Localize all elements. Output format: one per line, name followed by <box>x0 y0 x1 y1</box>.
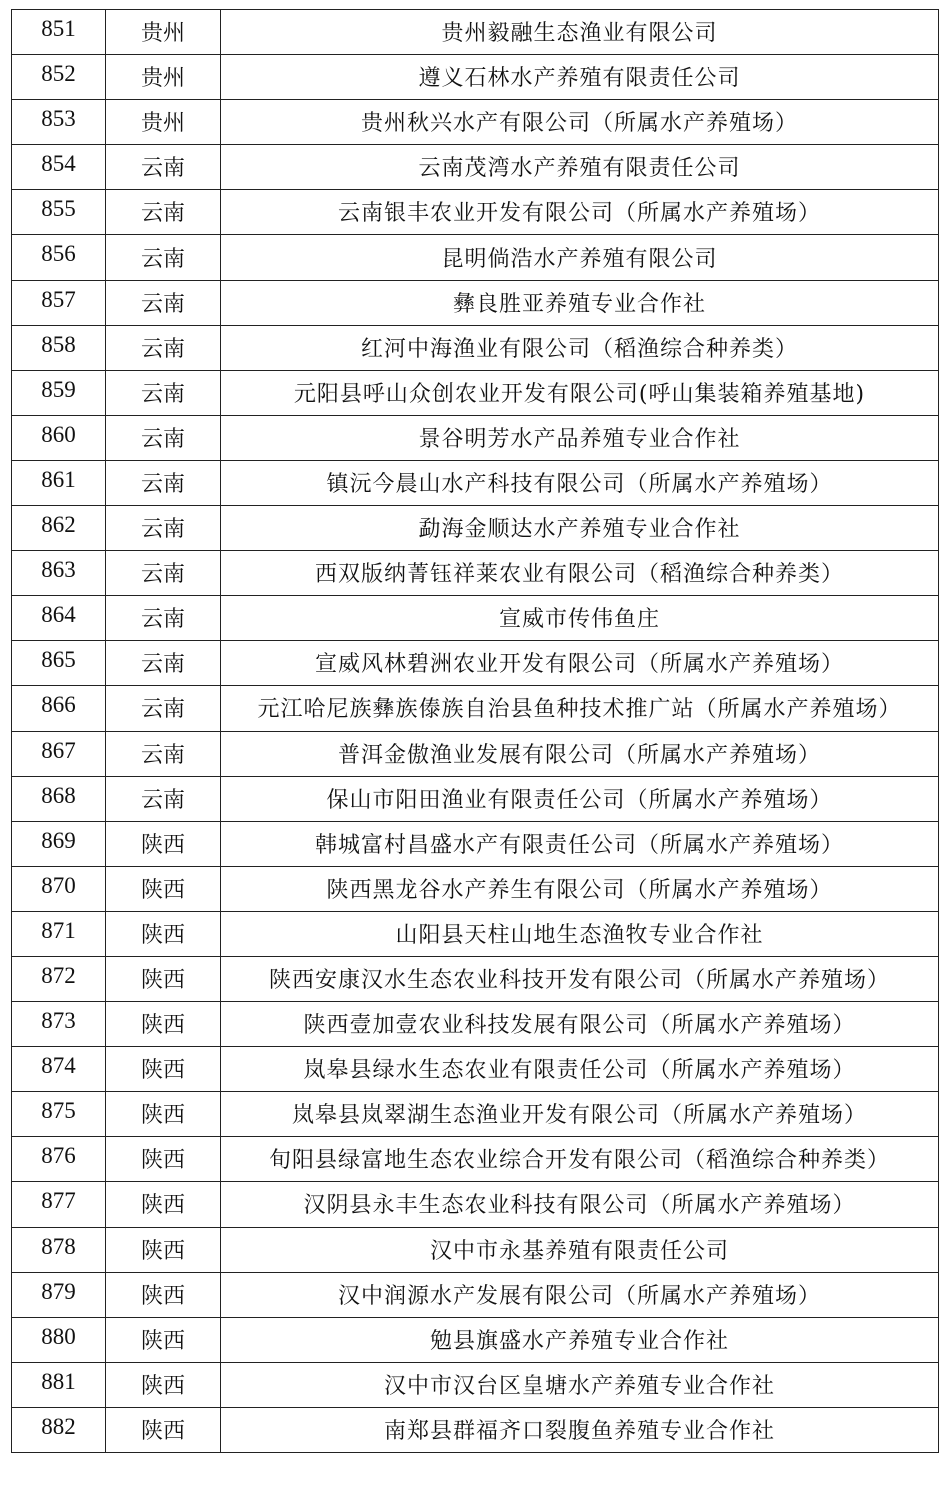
table-row <box>12 1407 939 1452</box>
company-name-cell: 岚皋县绿水生态农业有限责任公司（所属水产养殖场） <box>221 1047 939 1092</box>
row-number-cell: 877 <box>12 1182 106 1227</box>
table-row <box>12 1047 939 1092</box>
table-row <box>12 1182 939 1227</box>
table-row <box>12 821 939 866</box>
company-name-cell: 汉中润源水产发展有限公司（所属水产养殖场） <box>221 1272 939 1317</box>
row-number-cell: 872 <box>12 956 106 1001</box>
table-row <box>12 776 939 821</box>
table-row <box>12 1227 939 1272</box>
company-name-cell: 汉中市汉台区皇塘水产养殖专业合作社 <box>221 1362 939 1407</box>
company-name-cell: 岚皋县岚翠湖生态渔业开发有限公司（所属水产养殖场） <box>221 1092 939 1137</box>
table-row <box>12 956 939 1001</box>
province-cell: 云南 <box>106 370 221 415</box>
province-cell: 云南 <box>106 776 221 821</box>
company-name-cell: 景谷明芳水产品养殖专业合作社 <box>221 415 939 460</box>
row-number-cell: 864 <box>12 596 106 641</box>
company-name-cell: 贵州秋兴水产有限公司（所属水产养殖场） <box>221 100 939 145</box>
table-row <box>12 551 939 596</box>
row-number-cell: 876 <box>12 1137 106 1182</box>
province-cell: 云南 <box>106 641 221 686</box>
company-name-cell: 宣威风林碧洲农业开发有限公司（所属水产养殖场） <box>221 641 939 686</box>
province-cell: 云南 <box>106 506 221 551</box>
table-row <box>12 1272 939 1317</box>
company-name-cell: 南郑县群福齐口裂腹鱼养殖专业合作社 <box>221 1407 939 1452</box>
company-name-cell: 山阳县天柱山地生态渔牧专业合作社 <box>221 911 939 956</box>
row-number-cell: 851 <box>12 10 106 55</box>
province-cell: 云南 <box>106 460 221 505</box>
row-number-cell: 871 <box>12 911 106 956</box>
table-row <box>12 596 939 641</box>
row-number-cell: 878 <box>12 1227 106 1272</box>
province-cell: 陕西 <box>106 1227 221 1272</box>
province-cell: 陕西 <box>106 1362 221 1407</box>
row-number-cell: 854 <box>12 145 106 190</box>
province-cell: 陕西 <box>106 866 221 911</box>
province-cell: 陕西 <box>106 956 221 1001</box>
company-name-cell: 汉阴县永丰生态农业科技有限公司（所属水产养殖场） <box>221 1182 939 1227</box>
company-name-cell: 韩城富村昌盛水产有限责任公司（所属水产养殖场） <box>221 821 939 866</box>
row-number-cell: 856 <box>12 235 106 280</box>
company-name-cell: 保山市阳田渔业有限责任公司（所属水产养殖场） <box>221 776 939 821</box>
table-row <box>12 911 939 956</box>
company-name-cell: 镇沅今晨山水产科技有限公司（所属水产养殖场） <box>221 460 939 505</box>
company-name-cell: 元江哈尼族彝族傣族自治县鱼种技术推广站（所属水产养殖场） <box>221 686 939 731</box>
row-number-cell: 867 <box>12 731 106 776</box>
row-number-cell: 880 <box>12 1317 106 1362</box>
row-number-cell: 861 <box>12 460 106 505</box>
table-row <box>12 10 939 55</box>
province-cell: 云南 <box>106 551 221 596</box>
province-cell: 贵州 <box>106 100 221 145</box>
company-name-cell: 普洱金傲渔业发展有限公司（所属水产养殖场） <box>221 731 939 776</box>
table-row <box>12 55 939 100</box>
company-name-cell: 汉中市永基养殖有限责任公司 <box>221 1227 939 1272</box>
company-name-cell: 遵义石林水产养殖有限责任公司 <box>221 55 939 100</box>
table-row <box>12 506 939 551</box>
row-number-cell: 858 <box>12 325 106 370</box>
row-number-cell: 863 <box>12 551 106 596</box>
company-name-cell: 彝良胜亚养殖专业合作社 <box>221 280 939 325</box>
company-name-cell: 西双版纳菁钰祥莱农业有限公司（稻渔综合种养类） <box>221 551 939 596</box>
row-number-cell: 852 <box>12 55 106 100</box>
table-row <box>12 145 939 190</box>
row-number-cell: 866 <box>12 686 106 731</box>
company-name-cell: 陕西黑龙谷水产养生有限公司（所属水产养殖场） <box>221 866 939 911</box>
province-cell: 陕西 <box>106 1272 221 1317</box>
company-name-cell: 贵州毅融生态渔业有限公司 <box>221 10 939 55</box>
table-row <box>12 280 939 325</box>
table-row <box>12 415 939 460</box>
province-cell: 陕西 <box>106 1407 221 1452</box>
province-cell: 云南 <box>106 145 221 190</box>
row-number-cell: 879 <box>12 1272 106 1317</box>
enterprise-list-table <box>11 9 939 1453</box>
row-number-cell: 873 <box>12 1002 106 1047</box>
table-row <box>12 1137 939 1182</box>
row-number-cell: 859 <box>12 370 106 415</box>
province-cell: 云南 <box>106 596 221 641</box>
row-number-cell: 881 <box>12 1362 106 1407</box>
province-cell: 云南 <box>106 686 221 731</box>
row-number-cell: 870 <box>12 866 106 911</box>
company-name-cell: 宣威市传伟鱼庄 <box>221 596 939 641</box>
company-name-cell: 勐海金顺达水产养殖专业合作社 <box>221 506 939 551</box>
province-cell: 云南 <box>106 731 221 776</box>
row-number-cell: 853 <box>12 100 106 145</box>
province-cell: 陕西 <box>106 1002 221 1047</box>
company-name-cell: 陕西安康汉水生态农业科技开发有限公司（所属水产养殖场） <box>221 956 939 1001</box>
row-number-cell: 857 <box>12 280 106 325</box>
table-row <box>12 1092 939 1137</box>
table-row <box>12 866 939 911</box>
row-number-cell: 874 <box>12 1047 106 1092</box>
table-row <box>12 325 939 370</box>
row-number-cell: 862 <box>12 506 106 551</box>
row-number-cell: 868 <box>12 776 106 821</box>
table-row <box>12 1002 939 1047</box>
table-row <box>12 235 939 280</box>
province-cell: 云南 <box>106 280 221 325</box>
province-cell: 贵州 <box>106 55 221 100</box>
province-cell: 云南 <box>106 415 221 460</box>
province-cell: 陕西 <box>106 1092 221 1137</box>
province-cell: 云南 <box>106 325 221 370</box>
row-number-cell: 875 <box>12 1092 106 1137</box>
province-cell: 云南 <box>106 235 221 280</box>
province-cell: 云南 <box>106 190 221 235</box>
table-body <box>12 10 939 1453</box>
row-number-cell: 882 <box>12 1407 106 1452</box>
company-name-cell: 勉县旗盛水产养殖专业合作社 <box>221 1317 939 1362</box>
company-name-cell: 云南茂湾水产养殖有限责任公司 <box>221 145 939 190</box>
company-name-cell: 云南银丰农业开发有限公司（所属水产养殖场） <box>221 190 939 235</box>
table-row <box>12 1362 939 1407</box>
row-number-cell: 869 <box>12 821 106 866</box>
company-name-cell: 旬阳县绿富地生态农业综合开发有限公司（稻渔综合种养类） <box>221 1137 939 1182</box>
table-row <box>12 460 939 505</box>
province-cell: 陕西 <box>106 1317 221 1362</box>
province-cell: 陕西 <box>106 821 221 866</box>
province-cell: 贵州 <box>106 10 221 55</box>
province-cell: 陕西 <box>106 1182 221 1227</box>
row-number-cell: 860 <box>12 415 106 460</box>
table-row <box>12 641 939 686</box>
company-name-cell: 元阳县呼山众创农业开发有限公司(呼山集装箱养殖基地) <box>221 370 939 415</box>
province-cell: 陕西 <box>106 911 221 956</box>
table-row <box>12 190 939 235</box>
row-number-cell: 855 <box>12 190 106 235</box>
table-row <box>12 1317 939 1362</box>
province-cell: 陕西 <box>106 1137 221 1182</box>
row-number-cell: 865 <box>12 641 106 686</box>
table-row <box>12 370 939 415</box>
document-page <box>11 9 938 1453</box>
table-row <box>12 100 939 145</box>
company-name-cell: 昆明倘浩水产养殖有限公司 <box>221 235 939 280</box>
table-row <box>12 686 939 731</box>
company-name-cell: 红河中海渔业有限公司（稻渔综合种养类） <box>221 325 939 370</box>
table-row <box>12 731 939 776</box>
province-cell: 陕西 <box>106 1047 221 1092</box>
company-name-cell: 陕西壹加壹农业科技发展有限公司（所属水产养殖场） <box>221 1002 939 1047</box>
